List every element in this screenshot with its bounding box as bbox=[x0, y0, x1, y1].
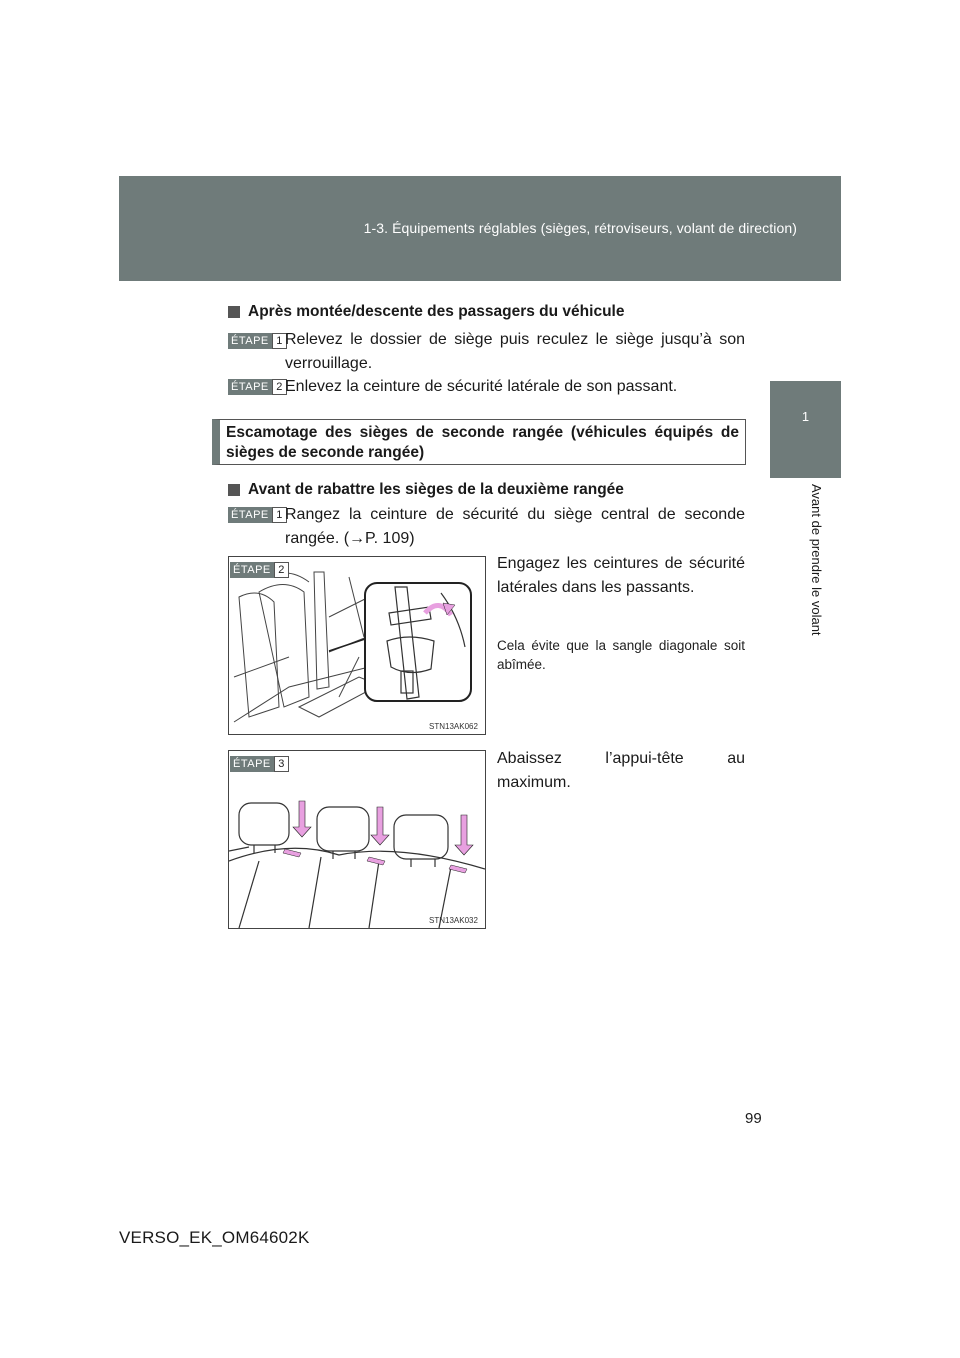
figure-code: STN13AK062 bbox=[429, 722, 478, 731]
headrest-illustration bbox=[229, 751, 485, 928]
figure-seatbelt bbox=[228, 556, 486, 735]
step-text: Enlevez la ceinture de sécurité latérale de son passant. bbox=[285, 378, 678, 395]
step-badge: ÉTAPE 2 bbox=[228, 379, 287, 395]
step-badge: ÉTAPE 1 bbox=[228, 333, 287, 349]
page-number: 99 bbox=[745, 1110, 762, 1127]
header-band bbox=[119, 176, 841, 281]
section-title-box: Escamotage des sièges de seconde rangée (véhicules équipés de sièges de seconde rangée) bbox=[212, 419, 746, 465]
section-title: 1-3. Équipements réglables (sièges, rétroviseurs, volant de direction) bbox=[363, 220, 797, 236]
square-bullet-icon bbox=[228, 306, 240, 318]
figure-code: STN13AK032 bbox=[429, 916, 478, 925]
step-note: Cela évite que la sangle diagonale soit abîmée. bbox=[497, 638, 745, 672]
chapter-label: Avant de prendre le volant bbox=[809, 484, 824, 636]
subheading-after-boarding: Après montée/descente des passagers du véhicule bbox=[228, 303, 624, 321]
step-badge: ÉTAPE 1 bbox=[228, 507, 287, 523]
step-text: Engagez les ceintures de sécurité latérales dans les passants. bbox=[497, 555, 745, 596]
square-bullet-icon bbox=[228, 484, 240, 496]
step-badge: ÉTAPE 3 bbox=[230, 756, 289, 772]
figure-headrests bbox=[228, 750, 486, 929]
chapter-number: 1 bbox=[801, 409, 810, 424]
seatbelt-illustration bbox=[229, 557, 485, 734]
step-text: Relevez le dossier de siège puis reculez le siège jusqu’à son verrouillage. bbox=[285, 331, 745, 372]
step-text: Rangez la ceinture de sécurité du siège central de seconde rangée. (→P. 109) bbox=[285, 506, 745, 547]
chapter-tab bbox=[770, 381, 841, 478]
document-code: VERSO_EK_OM64602K bbox=[119, 1228, 310, 1247]
step-badge: ÉTAPE 2 bbox=[230, 562, 289, 578]
step-text: Abaissez l’appui-tête au maximum. bbox=[497, 750, 745, 791]
subheading-before-folding: Avant de rabattre les sièges de la deuxième rangée bbox=[228, 481, 624, 499]
